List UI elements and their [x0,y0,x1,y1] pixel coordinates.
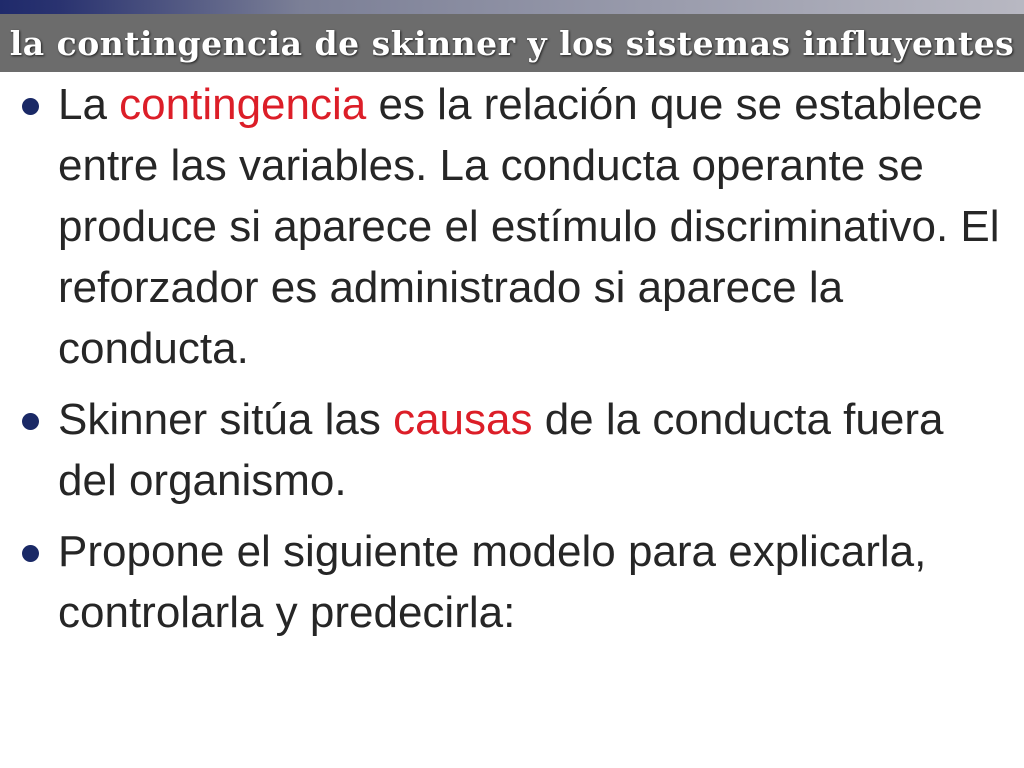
bullet-item-modelo [18,521,1008,643]
title-bar [0,14,1024,72]
bullet-dot-icon [22,545,39,562]
bullet-dot-icon [22,413,39,430]
bullet-item-contingencia [18,74,1008,379]
highlighted-term: causas [393,395,533,444]
bullet-text-prefix: Skinner sitúa las [58,395,394,444]
bullet-text-prefix: La [58,80,120,129]
bullet-text-suffix: de la conducta fuera del organismo. [58,395,944,505]
bullet-text-suffix: es la relación que se establece entre las variables. La conducta operante se produce si aparece el estímulo discriminativo. El reforzador es administrado si aparece la conducta. [58,80,1000,373]
highlighted-term: contingencia [119,80,367,129]
bullet-dot-icon [22,98,39,115]
bullet-item-causas [18,389,1008,511]
bullet-text: Propone el siguiente modelo para explicarla, controlarla y predecirla: [58,527,927,637]
top-accent-stripe [0,0,1024,14]
slide-title: la contingencia de skinner y los sistemas influyentes [9,23,1015,63]
bullet-list [18,74,1008,653]
